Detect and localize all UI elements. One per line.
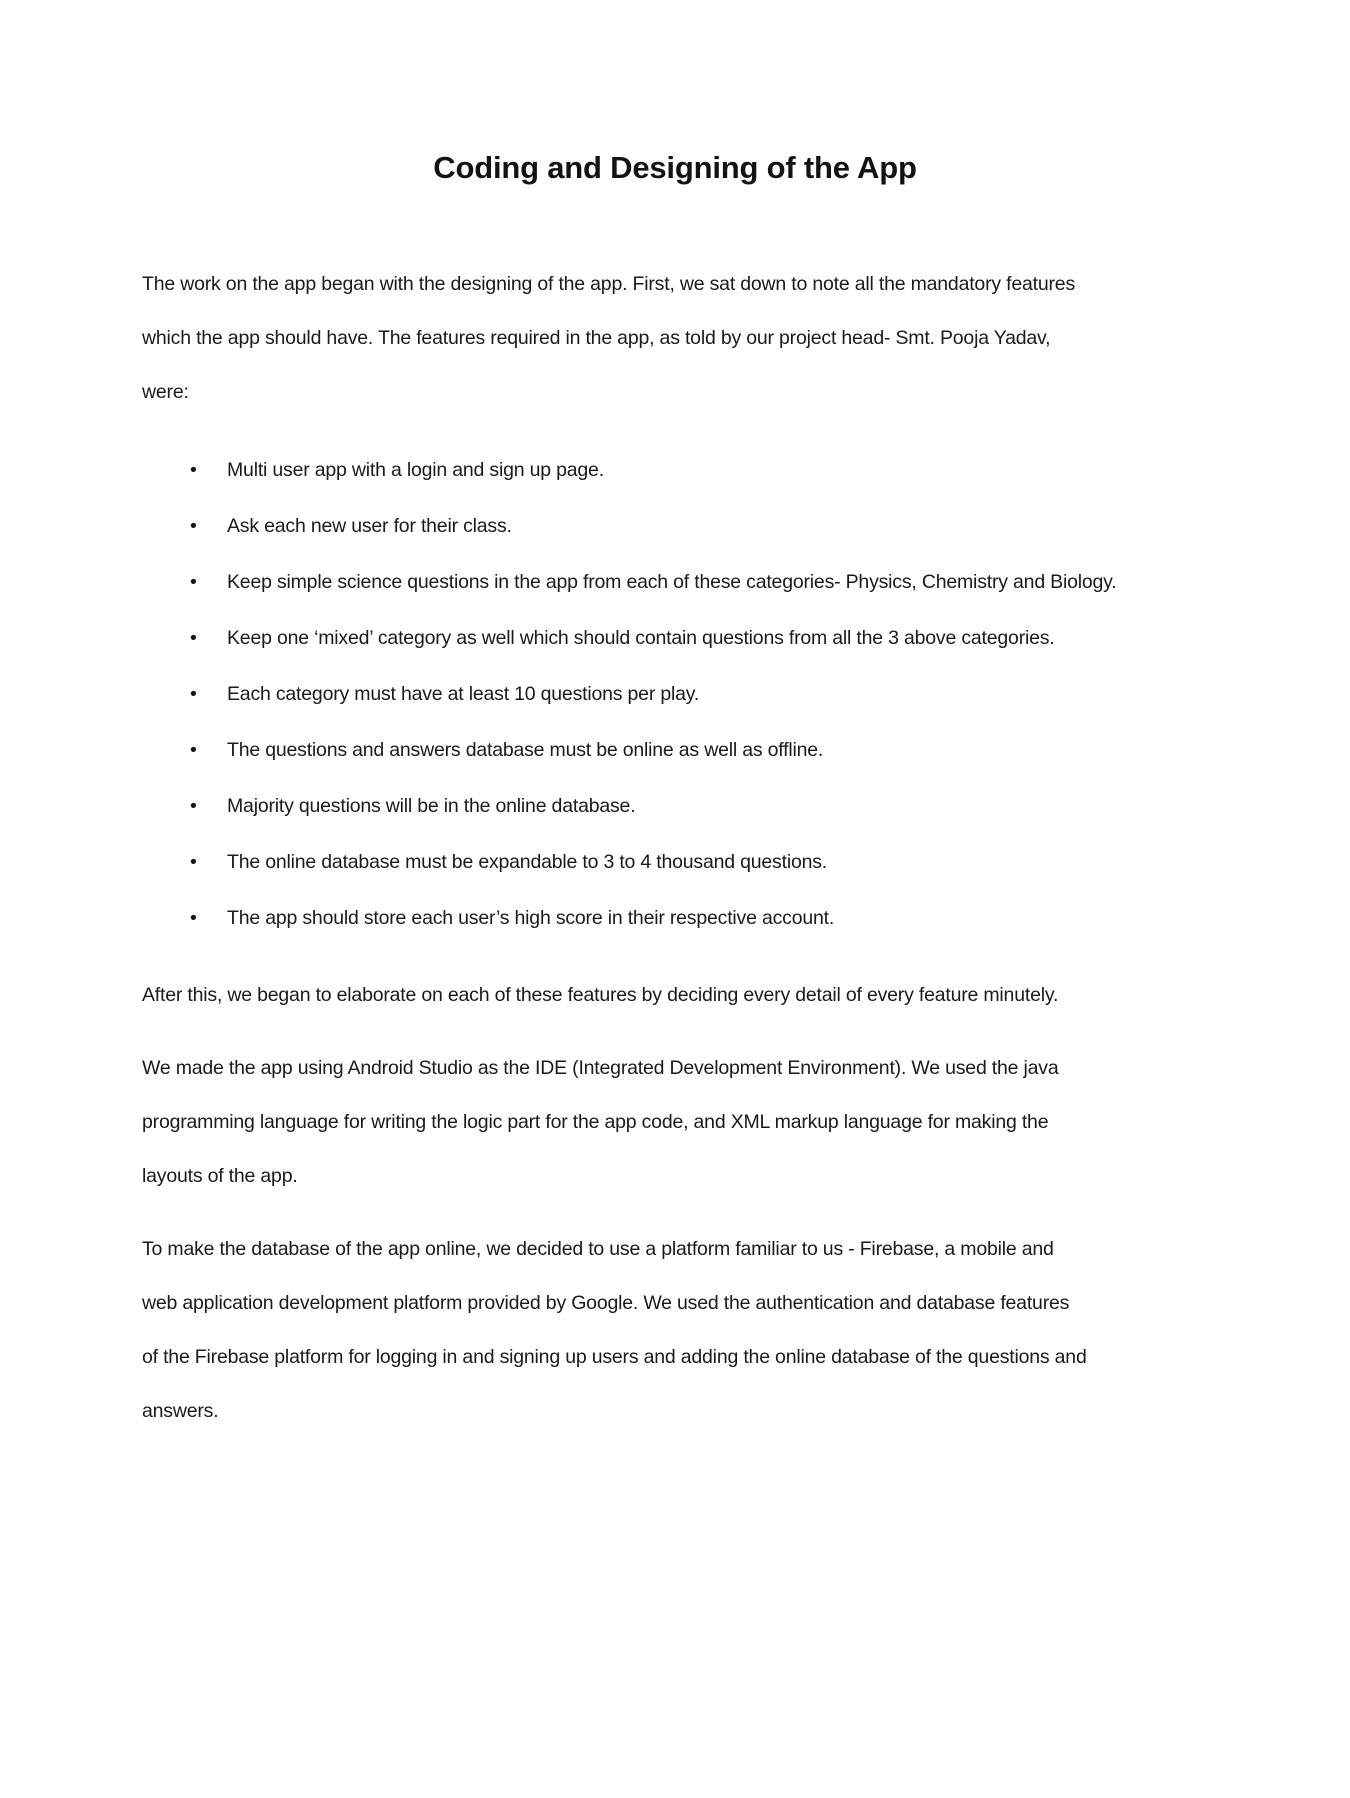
- paragraph-line: After this, we began to elaborate on each of these features by deciding every detail of every feature minutely.: [142, 984, 1059, 1006]
- bullet-icon: •: [190, 739, 197, 761]
- intro-paragraph: [142, 257, 1208, 419]
- list-item: [142, 498, 1208, 554]
- list-item-text: Keep one ‘mixed’ category as well which should contain questions from all the 3 above categories.: [227, 627, 1055, 649]
- bullet-icon: •: [190, 683, 197, 705]
- paragraph-line: web application development platform provided by Google. We used the authentication and database features: [142, 1292, 1070, 1314]
- bullet-icon: •: [190, 515, 197, 537]
- paragraph-line: The work on the app began with the designing of the app. First, we sat down to note all the mandatory features: [142, 273, 1075, 295]
- list-item-text: Multi user app with a login and sign up page.: [227, 459, 604, 481]
- paragraph-line: of the Firebase platform for logging in and signing up users and adding the online database of the questions and: [142, 1346, 1087, 1368]
- list-item: [142, 610, 1208, 666]
- list-item: [142, 722, 1208, 778]
- feature-bullet-list: [142, 442, 1208, 946]
- bullet-icon: •: [190, 627, 197, 649]
- list-item-text: Keep simple science questions in the app from each of these categories- Physics, Chemistry and Biology.: [227, 571, 1117, 593]
- list-item: [142, 778, 1208, 834]
- paragraph-line: To make the database of the app online, we decided to use a platform familiar to us - Firebase, a mobile and: [142, 1238, 1054, 1260]
- list-item-text: The questions and answers database must be online as well as offline.: [227, 739, 824, 761]
- list-item-text: Majority questions will be in the online database.: [227, 795, 636, 817]
- firebase-paragraph: [142, 1222, 1208, 1438]
- list-item: [142, 890, 1208, 946]
- ide-paragraph: [142, 1041, 1208, 1203]
- paragraph-line: layouts of the app.: [142, 1165, 298, 1187]
- list-item: [142, 834, 1208, 890]
- bullet-icon: •: [190, 571, 197, 593]
- list-item-text: The app should store each user’s high score in their respective account.: [227, 907, 835, 929]
- page-title: Coding and Designing of the App: [433, 150, 917, 185]
- list-item-text: Ask each new user for their class.: [227, 515, 512, 537]
- list-item: [142, 442, 1208, 498]
- list-item: [142, 554, 1208, 610]
- bullet-icon: •: [190, 907, 197, 929]
- bullet-icon: •: [190, 851, 197, 873]
- document-page: [0, 148, 1350, 1798]
- list-item-text: Each category must have at least 10 questions per play.: [227, 683, 700, 705]
- paragraph-line: We made the app using Android Studio as the IDE (Integrated Development Environment). We used the java: [142, 1057, 1059, 1079]
- bullet-icon: •: [190, 795, 197, 817]
- list-item-text: The online database must be expandable to 3 to 4 thousand questions.: [227, 851, 828, 873]
- elaboration-paragraph: [142, 968, 1208, 1022]
- paragraph-line: were:: [142, 381, 189, 403]
- list-item: [142, 666, 1208, 722]
- bullet-icon: •: [190, 459, 197, 481]
- paragraph-line: which the app should have. The features required in the app, as told by our project head- Smt. Pooja Yadav,: [142, 327, 1051, 349]
- paragraph-line: programming language for writing the logic part for the app code, and XML markup language for making the: [142, 1111, 1049, 1133]
- paragraph-line: answers.: [142, 1400, 219, 1422]
